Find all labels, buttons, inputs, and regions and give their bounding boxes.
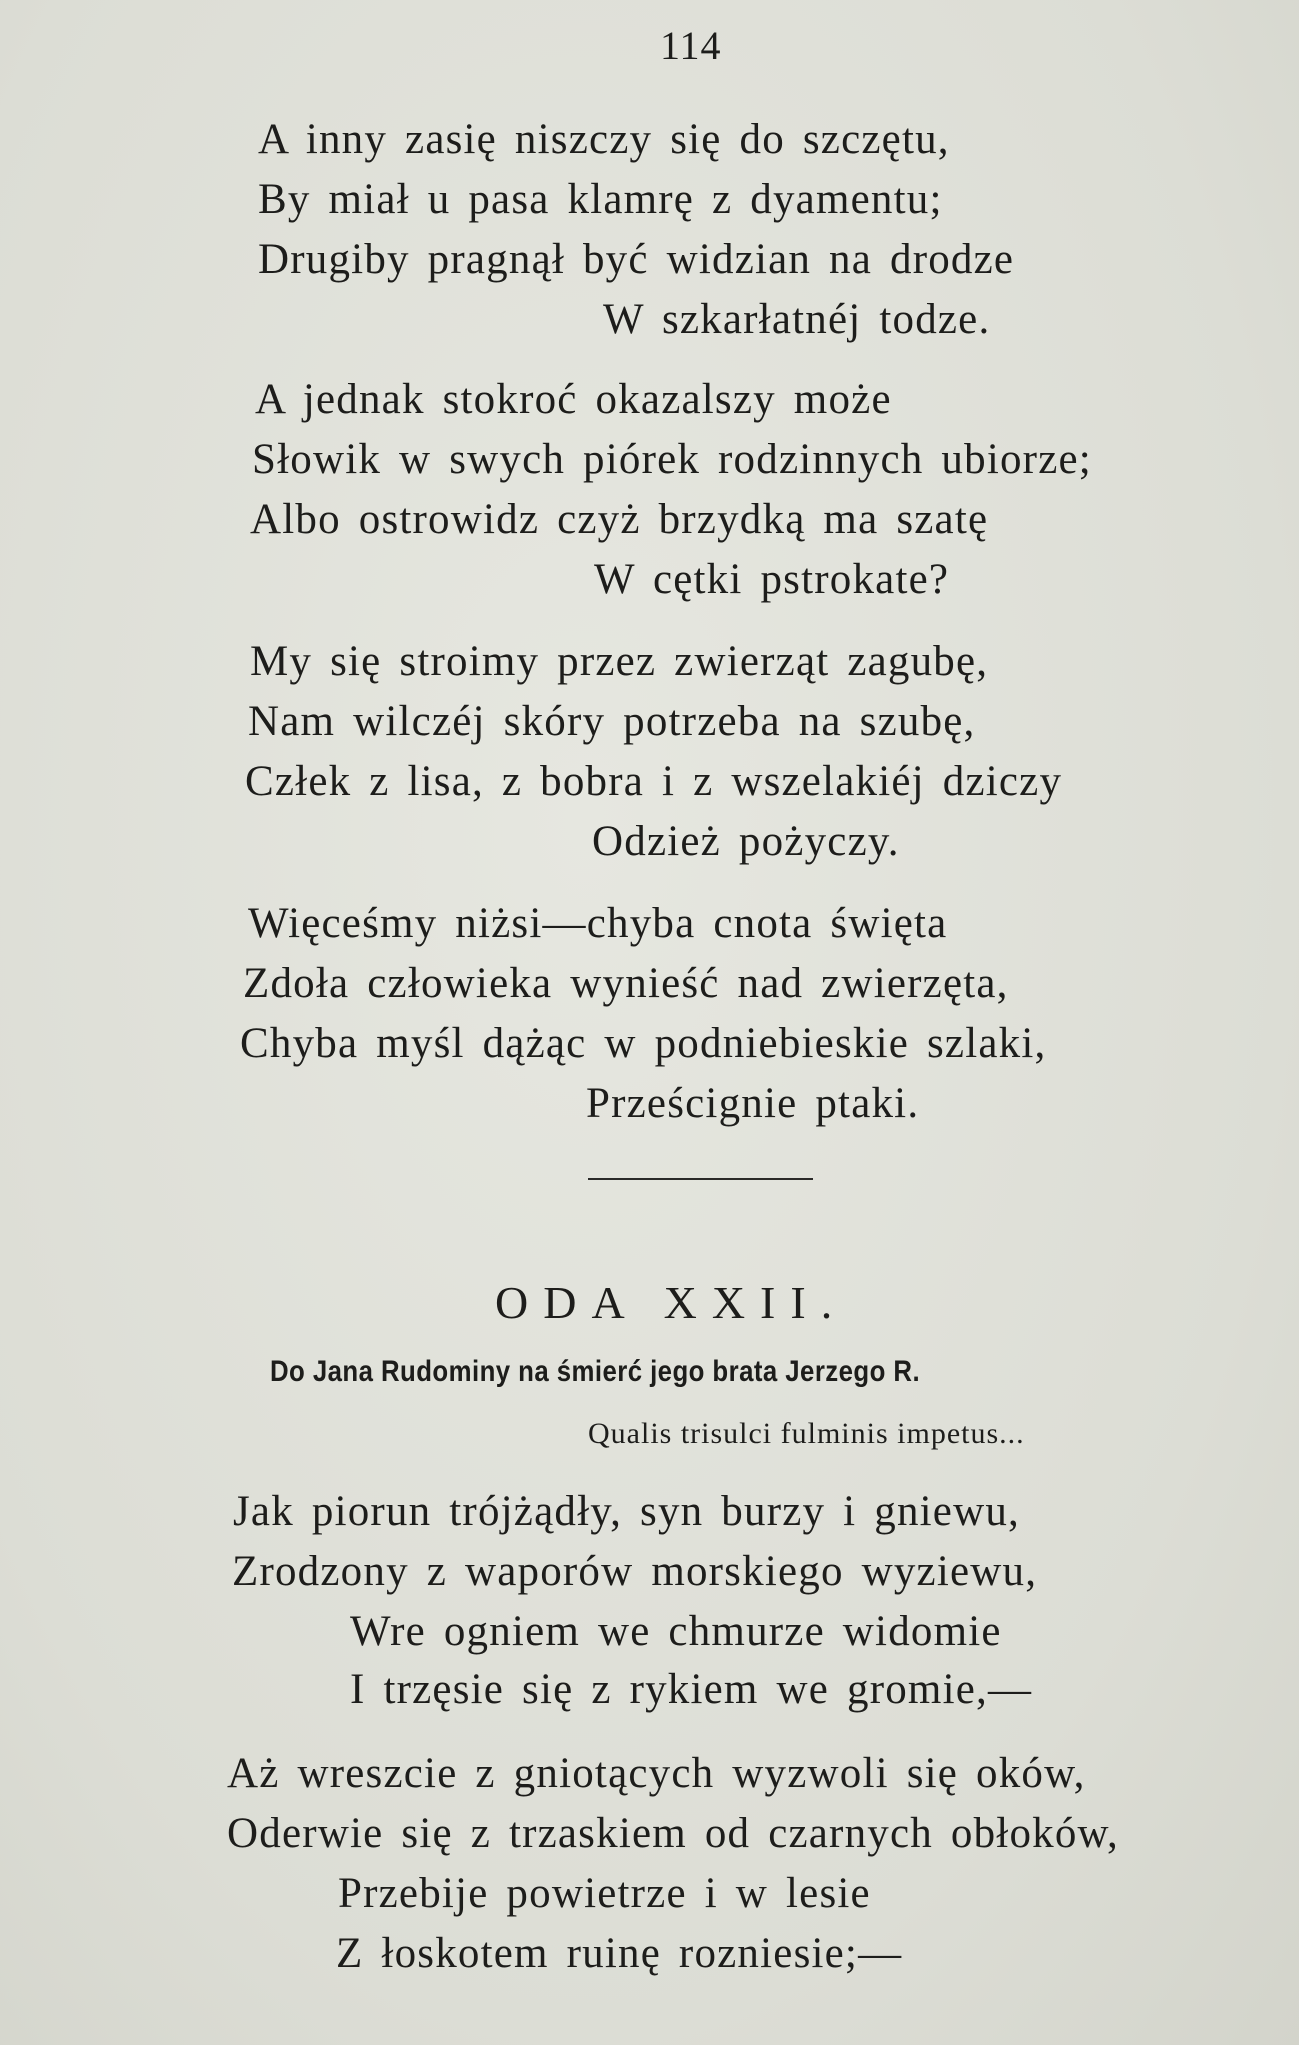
ode-dedication: Do Jana Rudominy na śmierć jego brata Jerzego R.: [270, 1355, 921, 1388]
verse-line: By miał u pasa klamrę z dyamentu;: [258, 176, 943, 223]
verse-line: I trzęsie się z rykiem we gromie,—: [350, 1666, 1033, 1713]
verse-line: Nam wilczéj skóry potrzeba na szubę,: [248, 698, 976, 745]
verse-line: Zrodzony z waporów morskiego wyziewu,: [232, 1548, 1038, 1595]
verse-line: Oderwie się z trzaskiem od czarnych obłoków,: [227, 1810, 1119, 1857]
verse-line: Zdoła człowieka wynieść nad zwierzęta,: [243, 960, 1009, 1007]
verse-line: A jednak stokroć okazalszy może: [255, 376, 892, 423]
verse-line: W szkarłatnéj todze.: [603, 296, 991, 343]
verse-line: Jak piorun trójżądły, syn burzy i gniewu,: [233, 1488, 1020, 1535]
verse-line: Słowik w swych piórek rodzinnych ubiorze;: [252, 436, 1092, 483]
verse-line: Człek z lisa, z bobra i z wszelakiéj dziczy: [245, 758, 1063, 805]
verse-line: W cętki pstrokate?: [594, 556, 950, 603]
verse-line: Chyba myśl dążąc w podniebieskie szlaki,: [240, 1020, 1047, 1067]
verse-line: Albo ostrowidz czyż brzydką ma szatę: [250, 496, 989, 543]
verse-line: Aż wreszcie z gniotących wyzwoli się oków,: [227, 1750, 1086, 1797]
verse-line: Więceśmy niżsi—chyba cnota święta: [248, 900, 948, 947]
verse-line: Z łoskotem ruinę rozniesie;—: [336, 1930, 903, 1977]
verse-line: Odzież pożyczy.: [592, 818, 900, 865]
ode-epigraph: Qualis trisulci fulminis impetus...: [588, 1417, 1025, 1450]
ode-title: ODA XXII.: [495, 1277, 848, 1328]
verse-line: A inny zasię niszczy się do szczętu,: [258, 116, 950, 163]
verse-line: Drugiby pragnął być widzian na drodze: [258, 236, 1015, 283]
page-number: 114: [660, 23, 722, 68]
verse-line: Prześcignie ptaki.: [586, 1080, 920, 1127]
section-divider: [588, 1178, 813, 1180]
verse-line: Wre ogniem we chmurze widomie: [350, 1608, 1002, 1655]
verse-line: Przebije powietrze i w lesie: [338, 1870, 871, 1917]
verse-line: My się stroimy przez zwierząt zagubę,: [250, 638, 989, 685]
